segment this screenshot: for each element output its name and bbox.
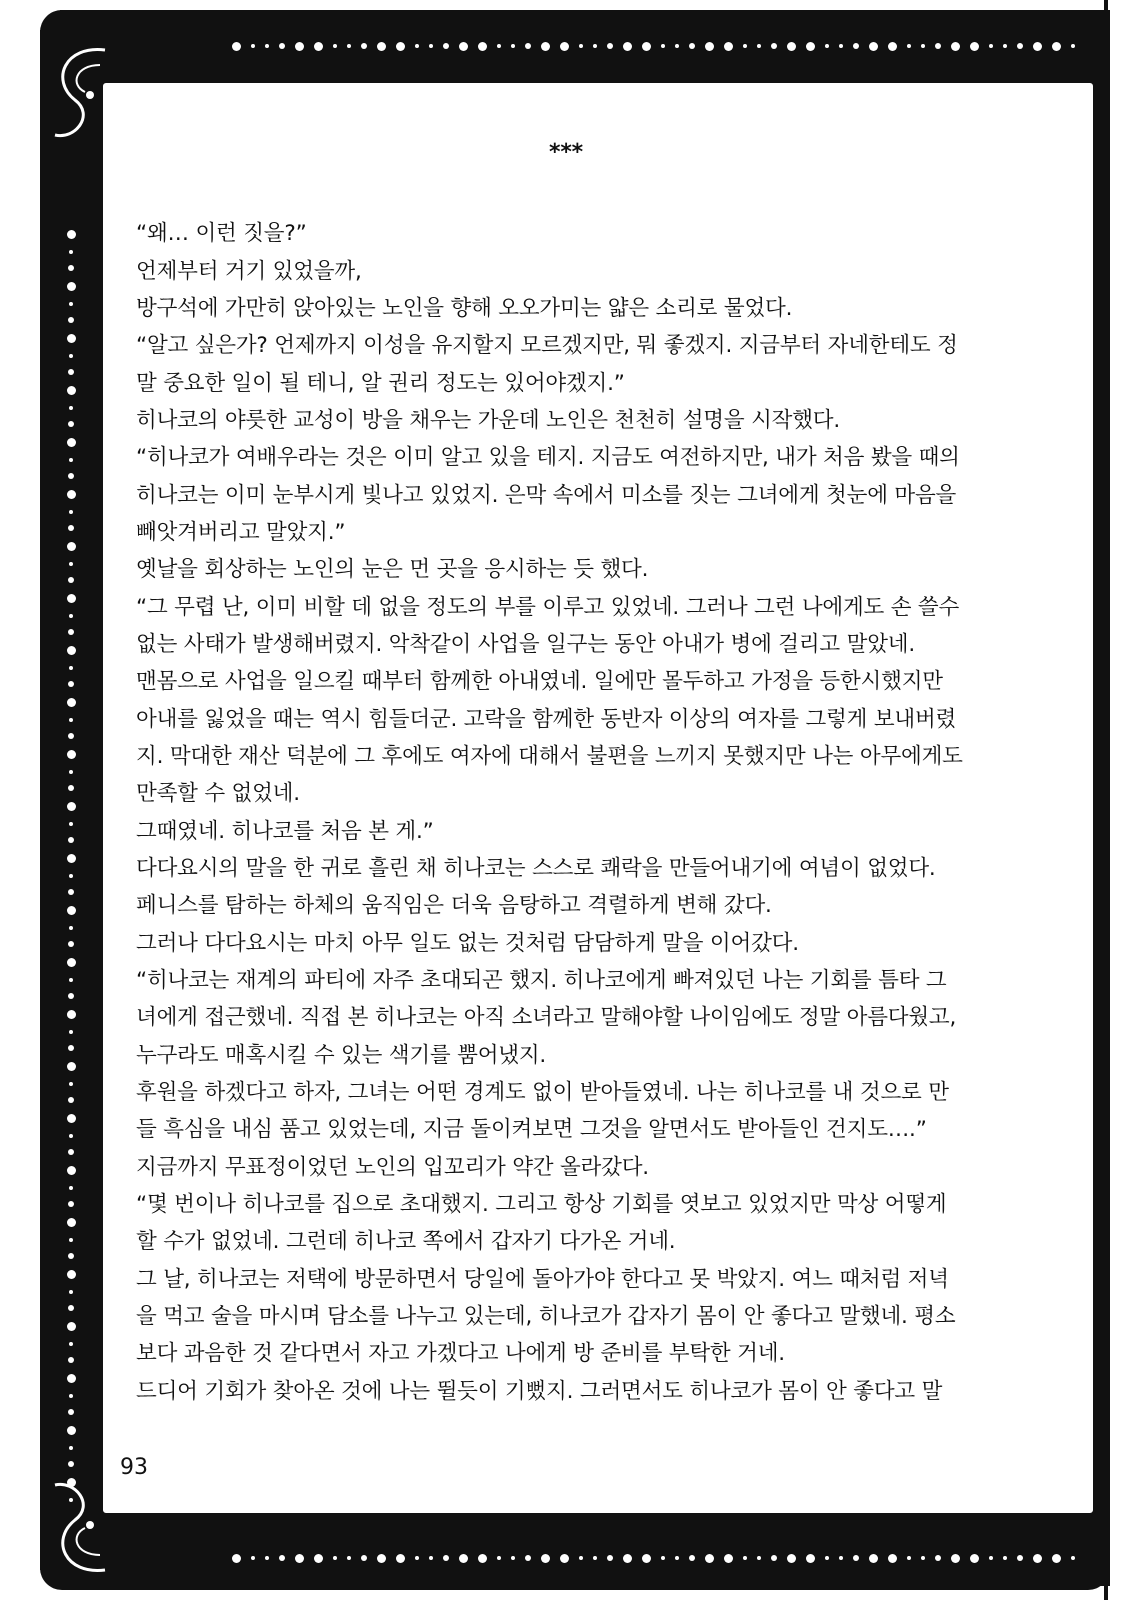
text-line: 지금까지 무표정이었던 노인의 입꼬리가 약간 올라갔다. [136,1155,649,1180]
text-line: 언제부터 거기 있었을까, [136,259,362,284]
text-line: “알고 싶은가? 언제까지 이성을 유지할지 모르겠지만, 뭐 좋겠지. 지금부터 자네한테도 정 [136,333,958,358]
text-line: “히나코는 재계의 파티에 자주 초대되곤 했지. 히나코에게 빠져있던 나는 기회를 틈타 그 [136,968,947,993]
text-line: 히나코의 야릇한 교성이 방을 채우는 가운데 노인은 천천히 설명을 시작했다. [136,408,840,433]
left-dot-ornament [61,230,81,1502]
text-line: 그 날, 히나코는 저택에 방문하면서 당일에 돌아가야 한다고 못 박았지. 여느 때처럼 저녁 [136,1267,949,1292]
text-line: 녀에게 접근했네. 직접 본 히나코는 아직 소녀라고 말해야할 나이임에도 정말 아름다웠고, [136,1005,957,1030]
text-line: 히나코는 이미 눈부시게 빛나고 있었지. 은막 속에서 미소를 짓는 그녀에게 첫눈에 마음을 [136,483,957,508]
text-line: 드디어 기회가 찾아온 것에 나는 뛸듯이 기뻤지. 그러면서도 히나코가 몸이 안 좋다고 말 [136,1379,943,1404]
text-line: 을 먹고 술을 마시며 담소를 나누고 있는데, 히나코가 갑자기 몸이 안 좋다고 말했네. 평소 [136,1304,956,1329]
text-line: 누구라도 매혹시킬 수 있는 색기를 뿜어냈지. [136,1043,547,1068]
text-line: 페니스를 탐하는 하체의 움직임은 더욱 음탕하고 격렬하게 변해 갔다. [136,893,772,918]
section-separator: *** [549,140,583,165]
text-line: “몇 번이나 히나코를 집으로 초대했지. 그리고 항상 기회를 엿보고 있었지만 막상 어떻게 [136,1192,947,1217]
text-line: 다다요시의 말을 한 귀로 흘린 채 히나코는 스스로 쾌락을 만들어내기에 여념이 없었다. [136,856,936,881]
frame-bottom-band [60,1506,1112,1586]
text-line: 보다 과음한 것 같다면서 자고 가겠다고 나에게 방 준비를 부탁한 거네. [136,1341,785,1366]
text-line: 그때였네. 히나코를 처음 본 게.” [136,819,434,844]
text-line: 맨몸으로 사업을 일으킬 때부터 함께한 아내였네. 일에만 몰두하고 가정을 등한시했지만 [136,669,943,694]
text-line: 그러나 다다요시는 마치 아무 일도 없는 것처럼 담담하게 말을 이어갔다. [136,931,799,956]
text-line: 말 중요한 일이 될 테니, 알 권리 정도는 있어야겠지.” [136,371,625,396]
page-right-rule [1104,0,1108,1600]
text-line: 방구석에 가만히 앉아있는 노인을 향해 오오가미는 얇은 소리로 물었다. [136,296,793,321]
top-dot-ornament [232,36,1075,56]
text-line: 옛날을 회상하는 노인의 눈은 먼 곳을 응시하는 듯 했다. [136,557,649,582]
text-line: 아내를 잃었을 때는 역시 힘들더군. 고락을 함께한 동반자 이상의 여자를 그렇게 보내버렸 [136,707,957,732]
text-line: 지. 막대한 재산 덕분에 그 후에도 여자에 대해서 불편을 느끼지 못했지만 나는 아무에게도 [136,744,963,769]
bottom-dot-ornament [232,1548,1075,1568]
page-right-margin [1110,0,1133,1600]
page-number: 93 [120,1455,148,1480]
text-line: 없는 사태가 발생해버렸지. 악착같이 사업을 일구는 동안 아내가 병에 걸리고 말았네. [136,632,915,657]
text-line: “왜… 이런 짓을?” [136,221,307,246]
text-line: “그 무렵 난, 이미 비할 데 없을 정도의 부를 이루고 있었네. 그러나 그런 나에게도 손 쓸수 [136,595,960,620]
text-line: 만족할 수 없었네. [136,781,300,806]
text-line: 할 수가 없었네. 그런데 히나코 쪽에서 갑자기 다가온 거네. [136,1229,676,1254]
text-line: 후원을 하겠다고 하자, 그녀는 어떤 경계도 없이 받아들였네. 나는 히나코를 내 것으로 만 [136,1080,949,1105]
text-line: “히나코가 여배우라는 것은 이미 알고 있을 테지. 지금도 여전하지만, 내가 처음 봤을 때의 [136,445,960,470]
text-line: 빼앗겨버리고 말았지.” [136,520,346,545]
text-line: 들 흑심을 내심 품고 있었는데, 지금 돌이켜보면 그것을 알면서도 받아들인 건지도….” [136,1117,927,1142]
